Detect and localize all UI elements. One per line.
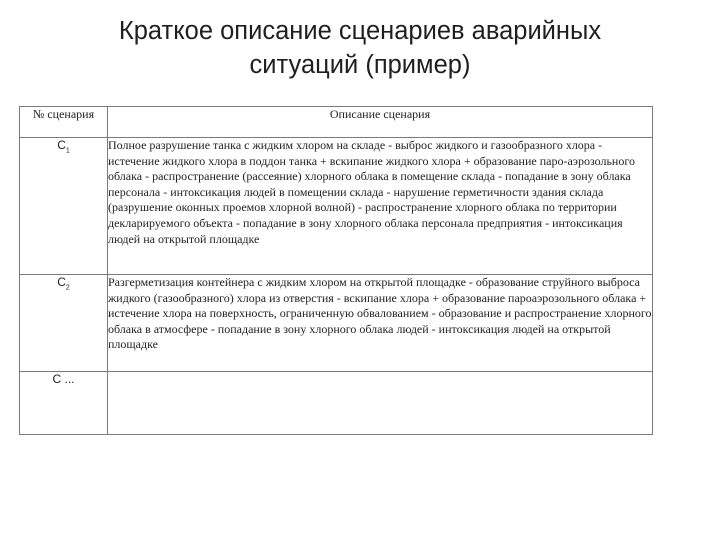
slide-title (40, 14, 680, 82)
slide-title-line-1: Краткое описание сценариев аварийных (118, 17, 602, 45)
table-row (20, 275, 653, 372)
header-scenario-number: № сценария (20, 107, 108, 138)
scenario-id-cell (20, 138, 108, 275)
table-header-row (20, 107, 653, 138)
scenario-description: Разгерметизация контейнера с жидким хлором на открытой площадке - образование струйного выброса жидкого (газообразного) хлора из отверстия - вскипание хлора + образование пароаэрозольного облака + истечение хлора на поверхность, ограниченную обвалованием - образование и распространение хлорного облака в атмосфере - попадание в зону хлорного облака людей - интоксикация людей на открытой площадке (108, 275, 653, 372)
scenario-id: С ... (52, 372, 75, 386)
scenario-id: С (57, 275, 66, 289)
table-row (20, 372, 653, 435)
scenario-id-cell (20, 275, 108, 372)
scenario-id-cell (20, 372, 108, 435)
slide-title-line-2: ситуаций (пример) (249, 51, 471, 79)
table-row (20, 138, 653, 275)
scenario-description: Полное разрушение танка с жидким хлором на складе - выброс жидкого и газообразного хлора - истечение жидкого хлора в поддон танка + вскипание жидкого хлора + образование паро-аэрозольного облака - распространение (рассеяние) хлорного облака в помещение склада - попадание в зону облака персонала - интоксикация людей в помещении склада - нарушение герметичности здания склада (разрушение оконных проемов хлорной волной) - распространение хлорного облака по территории декларируемого объекта - попадание в зону хлорного облака персонала предприятия - интоксикация людей на открытой площадке (108, 138, 653, 275)
scenario-id-subscript: 1 (65, 147, 70, 155)
scenario-id: С (57, 138, 66, 152)
scenario-id-subscript: 2 (65, 284, 70, 292)
scenario-description (108, 372, 653, 435)
header-scenario-description: Описание сценария (108, 107, 653, 138)
scenario-table (19, 106, 653, 435)
